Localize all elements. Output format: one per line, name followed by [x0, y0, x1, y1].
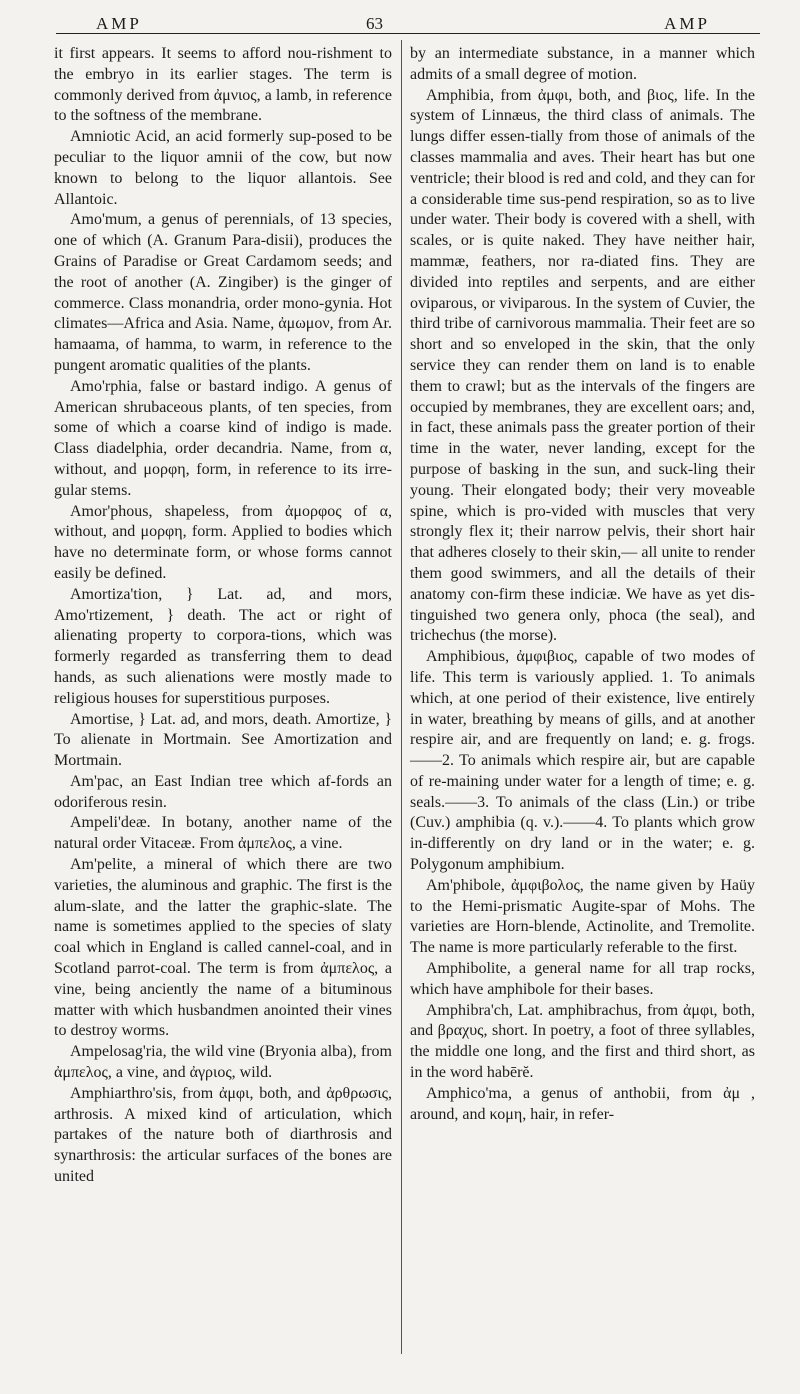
- right-column: [410, 44, 755, 1374]
- entry-ampelite: Am'pelite, a mineral of which there are two varieties, the aluminous and graphic. The first is the alum-slate, and the latter the graphic-slate. The name is sometimes applied to the species of slaty coal which in England is called cannel-coal, and in Scotland parrot-coal. The term is from ἀμπελος, a vine, being anciently the name of a bituminous matter with which husbandmen anointed their vines to destroy worms.: [54, 856, 392, 1040]
- header-rule: [56, 33, 760, 34]
- left-column: [54, 44, 392, 1374]
- page-number: 63: [366, 14, 383, 33]
- entry-amphiarthrosis: Amphiarthro'sis, from ἀμφι, both, and ἀρθρωσις, arthrosis. A mixed kind of articulation, which partakes of the nature both of diarthrosis and synarthrosis: the articular surfaces of the bones are united: [54, 1084, 392, 1186]
- entry-amomum: Amo'mum, a genus of perennials, of 13 species, one of which (A. Granum Para-disii), produces the Grains of Paradise or Great Cardamom seeds; and the root of another (A. Zingiber) is the ginger of commerce. Class monandria, order mono-gynia. Hot climates—Africa and Asia. Name, ἀμωμον, from Ar. hamaama, of hamma, to warm, in reference to the pungent aromatic qualities of the plants.: [54, 211, 392, 374]
- entry-amorphia: Amo'rphia, false or bastard indigo. A genus of American shrubaceous plants, of ten species, from some of which a coarse kind of indigo is made. Class diadelphia, order decandria. Name, from α, without, and μορφη, form, in reference to its irre-gular stems.: [54, 377, 392, 499]
- entry-amorphous: Amor'phous, shapeless, from ἀμορφος of α, without, and μορφη, form. Applied to bodies which have no determinate form, or whose forms cannot easily be defined.: [54, 502, 392, 582]
- entry-amphibrach: Amphibra'ch, Lat. amphibrachus, from ἀμφι, both, and βραχυς, short. In poetry, a foot of three syllables, the middle one long, and the first and third short, as in the word habērĕ.: [410, 1001, 755, 1082]
- entry-amphibia: Amphibia, from ἀμφι, both, and βιος, life. In the system of Linnæus, the third class of animals. The lungs differ essen-tially from those of animals of the classes mammalia and aves. Their heart has but one ventricle; their blood is red and cold, and they can for a considerable time sus-pend respiration, so as to live under water. Their body is covered with a shell, with scales, or is quite naked. They have neither hair, mammæ, feathers, nor ra-diated fins. They are divided into reptiles and serpents, and are either oviparous, or viviparous. In the system of Cuvier, the third tribe of carnivorous mammalia. Their feet are so short and so enveloped in the skin, that the only service they can render them on land is to enable them to crawl; but as the intervals of the fingers are occupied by membranes, they are excellent oars; and, in fact, these animals pass the greater portion of their time in the water, never landing, except for the purpose of basking in the sun, and suck-ling their young. Their elongated body; their very moveable spine, which is pro-vided with muscles that very strongly flex it; their narrow pelvis, their short hair that adheres closely to their skin,— all unite to render them good swimmers, and all the details of their anatomy con-firm these indiciæ. We have as yet dis-tinguished two genera only, phoca (the seal), and trichechus (the morse).: [410, 86, 755, 645]
- running-header: [56, 6, 760, 36]
- entry-amniotic-acid: Amniotic Acid, an acid formerly sup-posed to be peculiar to the liquor amnii of the cow, but now known to belong to the liquor allantois. See Allantoic.: [54, 128, 392, 208]
- header-left-guide-word: AMP: [96, 14, 142, 33]
- entry-paragraph: it first appears. It seems to afford nou-rishment to the embryo in its earlier stages. The term is commonly derived from ἀμνιος, a lamb, in reference to the softness of the membrane.: [54, 45, 392, 125]
- column-divider: [401, 40, 402, 1354]
- entry-ampelosagria: Ampelosag'ria, the wild vine (Bryonia alba), from ἀμπελος, a vine, and ἀγριος, wild.: [54, 1043, 392, 1082]
- entry-ampelideae: Ampeli'deæ. In botany, another name of the natural order Vitaceæ. From ἀμπελος, a vine.: [54, 814, 392, 853]
- entry-paragraph: by an intermediate substance, in a manner which admits of a small degree of motion.: [410, 45, 755, 83]
- entry-amphibolite: Amphibolite, a general name for all trap rocks, which have amphibole for their bases.: [410, 960, 755, 998]
- entry-amortization: Amortiza'tion, } Lat. ad, and mors, Amo'rtizement, } death. The act or right of alienating property to corpora-tions, which was formerly regarded as transferring them to dead hands, as such alienations were mostly made to religious houses for superstitious purposes.: [54, 585, 392, 707]
- entry-amphibole: Am'phibole, ἀμφιβολος, the name given by Haüy to the Hemi-prismatic Augite-spar of Mohs. The varieties are Horn-blende, Actinolite, and Tremolite. The name is more particularly referable to the first.: [410, 876, 755, 957]
- entry-amphicoma: Amphico'ma, a genus of anthobii, from ἀμ , around, and κομη, hair, in refer-: [410, 1084, 755, 1123]
- entry-amphibious: Amphibious, ἀμφιβιος, capable of two modes of life. This term is variously applied. 1. To animals which, at one period of their existence, live entirely in water, breathing by means of gills, and at another respire air, and are frequently on land; e. g. frogs.——2. To animals which respire air, but are capable of re-maining under water for a length of time; e. g. seals.——3. To animals of the class (Lin.) or tribe (Cuv.) amphibia (q. v.).——4. To plants which grow in-differently on dry land or in the water; e. g. Polygonum amphibium.: [410, 648, 755, 874]
- header-right-guide-word: AMP: [664, 14, 710, 33]
- entry-amortise: Amortise, } Lat. ad, and mors, death. Amortize, } To alienate in Mortmain. See Amortization and Mortmain.: [54, 710, 392, 770]
- entry-ampac: Am'pac, an East Indian tree which af-fords an odoriferous resin.: [54, 772, 392, 811]
